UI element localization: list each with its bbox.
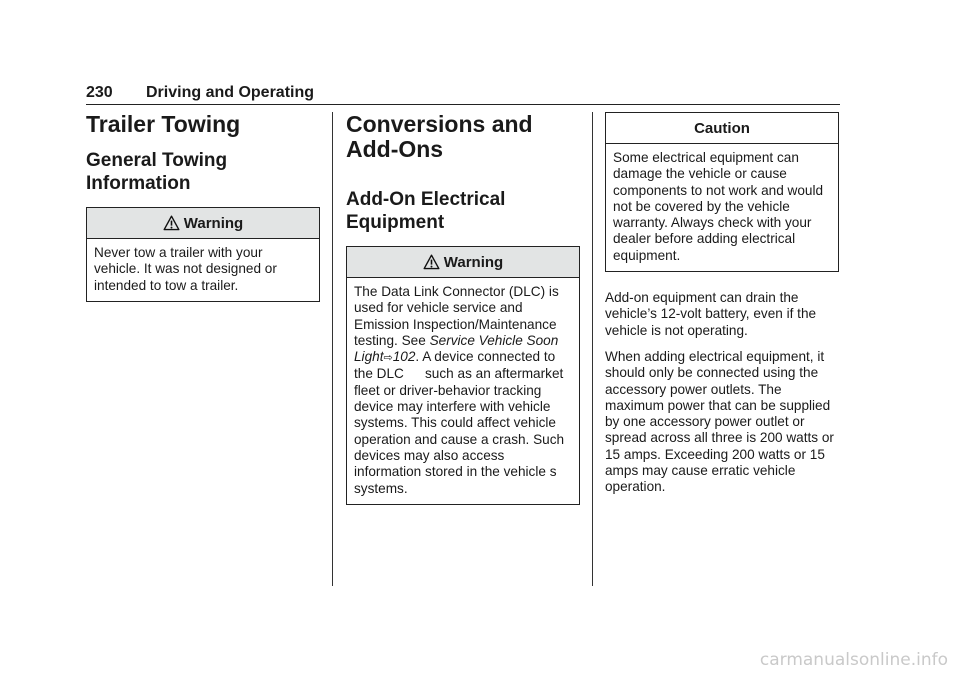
section-title: Trailer Towing xyxy=(86,111,241,137)
subsection-title: General Towing Information xyxy=(86,150,228,194)
section-name: Driving and Operating xyxy=(146,84,315,101)
watermark: carmanualsonline.info xyxy=(759,650,948,670)
warning-header xyxy=(347,247,579,278)
column-divider xyxy=(332,112,333,586)
subsection-title: Add-On Electrical Equipment xyxy=(346,189,506,233)
warning-text: Never tow a trailer with your vehicle. It was not designed or intended to tow a trailer. xyxy=(94,245,277,293)
body-paragraph: Add-on equipment can drain the vehicle’s 12-volt battery, even if the vehicle is not operating. xyxy=(605,290,817,338)
caution-box xyxy=(605,112,839,272)
body-paragraph: When adding electrical equipment, it should only be connected using the accessory power outlets. The maximum power that can be supplied by one accessory power outlet or spread across all three is 200 watts or 15 amps. Exceeding 200 watts or 15 amps may cause erratic vehicle operation. xyxy=(605,348,834,495)
warning-text xyxy=(347,278,579,504)
caution-text: Some electrical equipment can damage the vehicle or cause components to not work and would not be covered by the vehicle warranty. Always check with your dealer before adding electrical equipment. xyxy=(613,150,824,263)
warning-triangle-icon xyxy=(423,250,440,282)
column-3 xyxy=(605,112,839,496)
warning-text-start: The Data Link Connector (DLC) is used for vehicle service and Emission Inspection/Maintenance testing. See xyxy=(354,284,559,348)
warning-triangle-icon xyxy=(163,211,180,243)
column-2 xyxy=(346,112,580,505)
page-reference[interactable]: 102 xyxy=(392,349,416,365)
column-divider xyxy=(592,112,593,586)
cross-reference-link[interactable]: Service Vehicle Soon Light xyxy=(354,332,559,365)
page-arrow-icon: ⇨ xyxy=(383,352,393,365)
warning-label: Warning xyxy=(443,254,504,271)
warning-header xyxy=(87,208,319,239)
page-number: 230 xyxy=(86,84,113,101)
section-title: Conversions and Add-Ons xyxy=(346,111,533,162)
caution-header: Caution xyxy=(606,113,838,144)
warning-box xyxy=(346,246,580,505)
column-1 xyxy=(86,112,320,302)
warning-label: Warning xyxy=(183,215,244,232)
warning-text-end: . A device connected to the DLC such as an aftermarket fleet or driver-behavior tracking device may interfere with vehicle systems. This could affect vehicle operation and cause a crash. Such devices may also access information stored in the vehicle s systems. xyxy=(354,349,565,496)
page-header xyxy=(86,82,840,105)
warning-box xyxy=(86,207,320,302)
